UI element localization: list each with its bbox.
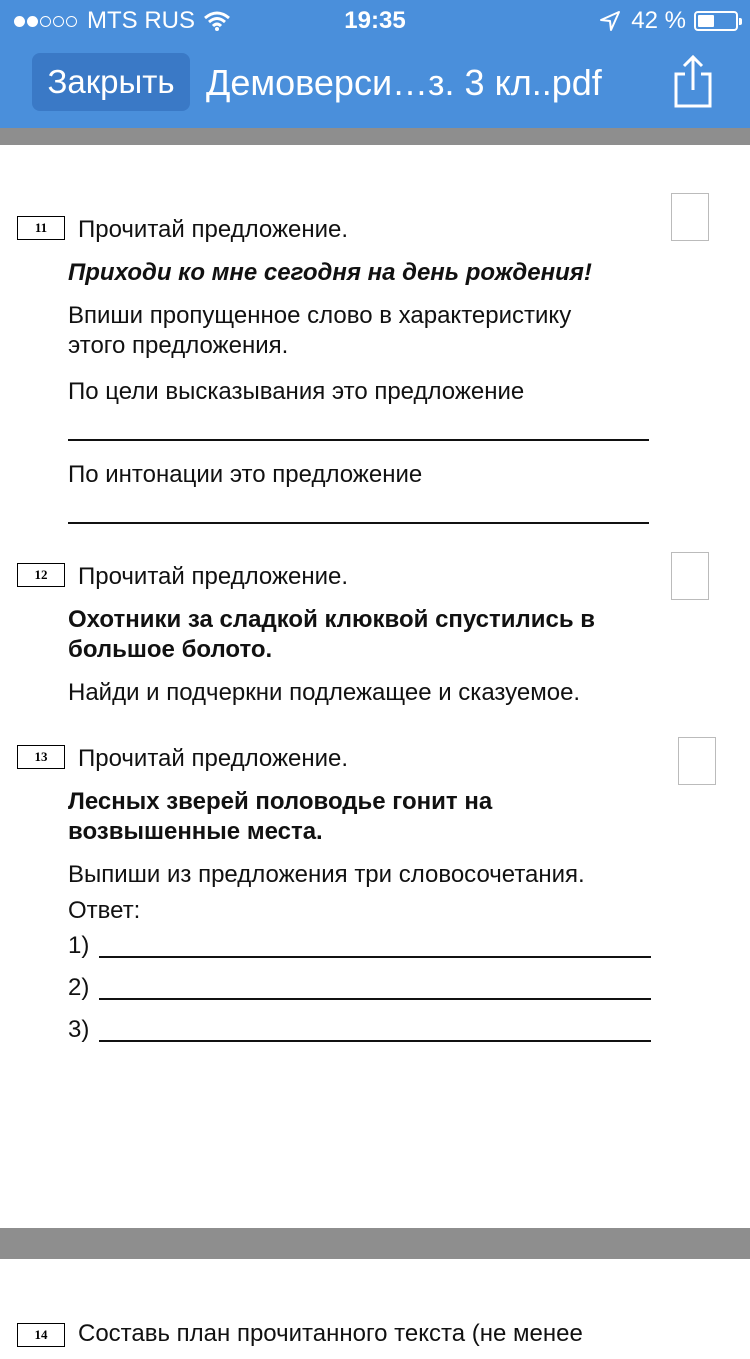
status-right: [599, 7, 738, 35]
task-instruction: Впиши пропущенное слово в характеристику: [68, 302, 572, 329]
question-purpose: По цели высказывания это предложение: [68, 378, 525, 405]
answer-line: [99, 1040, 651, 1042]
task-intro: Прочитай предложение.: [78, 563, 349, 590]
share-icon[interactable]: [668, 54, 718, 110]
clock: 19:35: [344, 7, 406, 34]
answer-number: 3): [68, 1016, 90, 1043]
pdf-page: [0, 145, 750, 1228]
answer-line: [68, 522, 649, 524]
answer-label: Ответ:: [68, 897, 141, 924]
battery-percent: 42 %: [631, 7, 686, 34]
carrier-name: MTS RUS: [87, 7, 195, 34]
task-intro: Прочитай предложение.: [78, 745, 349, 772]
task-intro: Прочитай предложение.: [78, 216, 349, 243]
battery-icon: [694, 11, 738, 31]
score-box: [671, 552, 709, 600]
answer-line: [68, 439, 649, 441]
task-number-box: 12: [17, 563, 65, 587]
task-sentence: Охотники за сладкой клюквой спустились в: [68, 606, 596, 633]
answer-line: [99, 956, 651, 958]
task-number-box: 11: [17, 216, 65, 240]
task-instruction: этого предложения.: [68, 332, 289, 359]
pdf-page-next: [0, 1259, 750, 1359]
task-sentence: Лесных зверей половодье гонит на: [68, 788, 493, 815]
score-box: [671, 193, 709, 241]
location-arrow-icon: [599, 10, 621, 32]
navigation-bar: [0, 40, 750, 128]
answer-number: 2): [68, 974, 90, 1001]
task-sentence: большое болото.: [68, 636, 273, 663]
task-intro: Составь план прочитанного текста (не менее: [78, 1320, 583, 1347]
status-bar: [0, 0, 750, 40]
score-box: [678, 737, 716, 785]
task-instruction: Выпиши из предложения три словосочетания.: [68, 861, 585, 888]
answer-line: [99, 998, 651, 1000]
task-sentence: возвышенные места.: [68, 818, 323, 845]
task-instruction: Найди и подчеркни подлежащее и сказуемое.: [68, 679, 581, 706]
answer-number: 1): [68, 932, 90, 959]
document-title: Демоверси…з. 3 кл..pdf: [206, 62, 602, 103]
question-intonation: По интонации это предложение: [68, 461, 423, 488]
task-number-box: 14: [17, 1323, 65, 1347]
task-number-box: 13: [17, 745, 65, 769]
close-button[interactable]: Закрыть: [32, 53, 190, 111]
task-sentence: Приходи ко мне сегодня на день рождения!: [68, 259, 592, 286]
